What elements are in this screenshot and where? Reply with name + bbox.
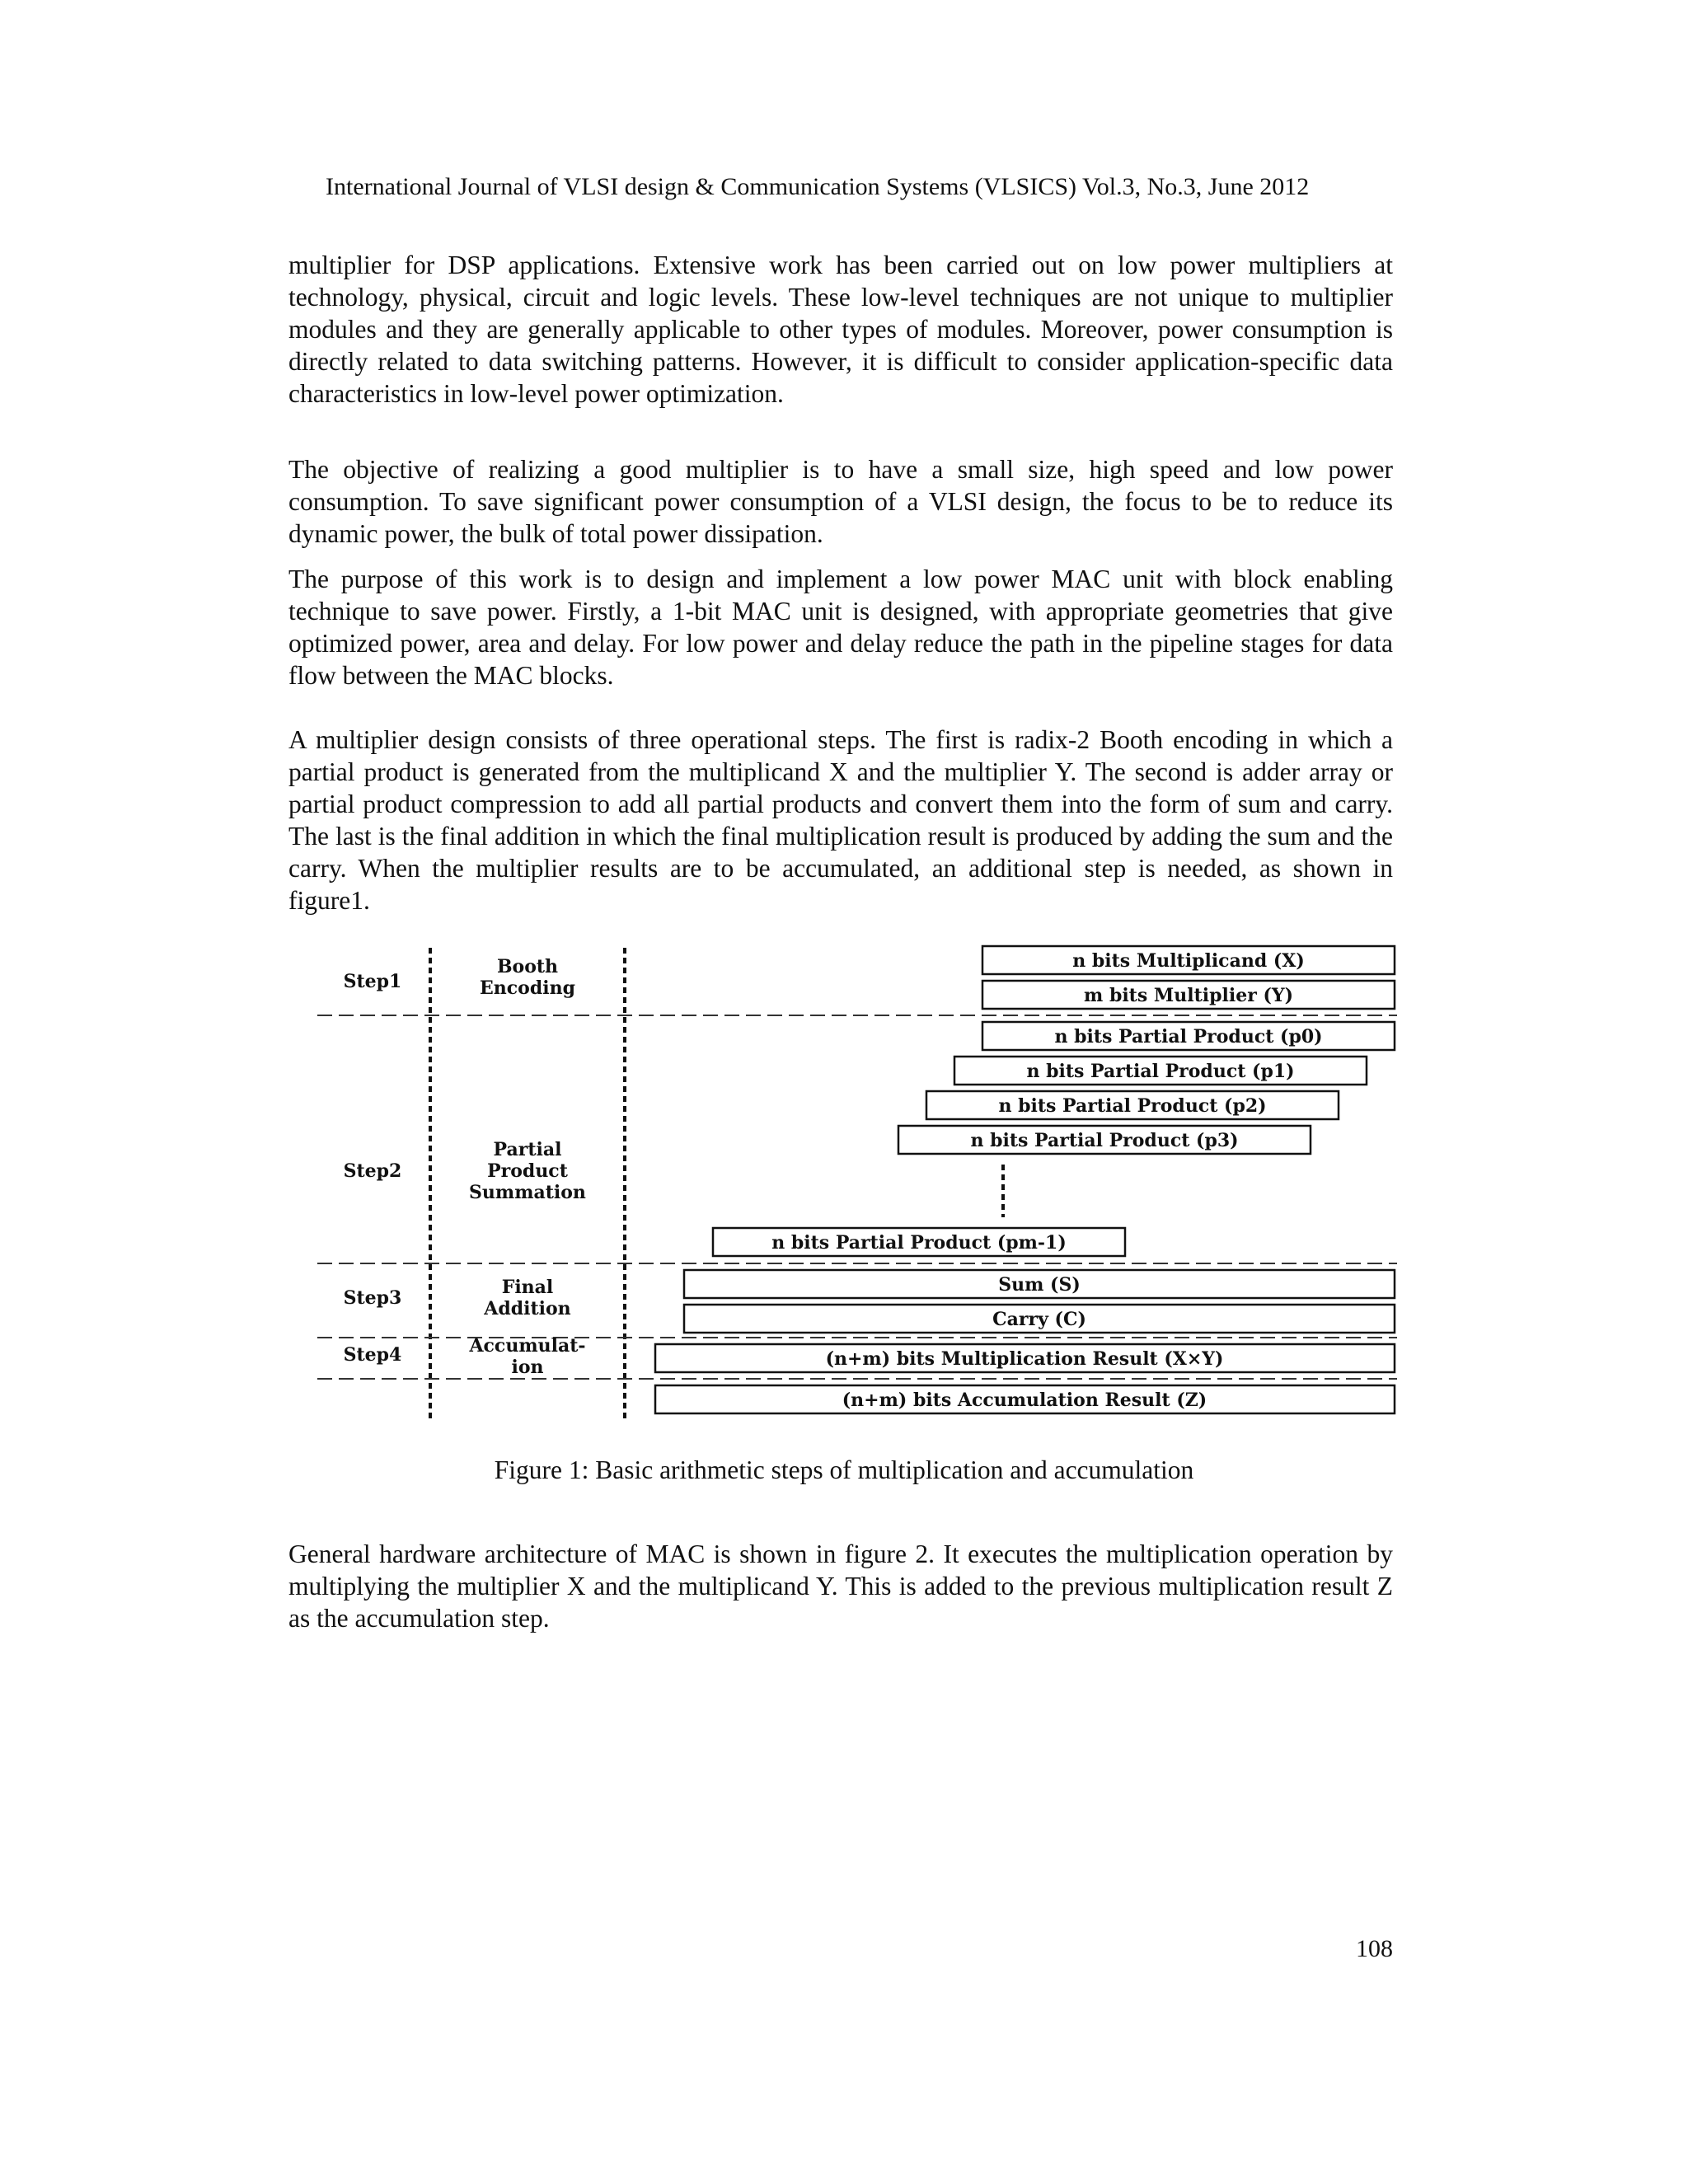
body-paragraph-3: The purpose of this work is to design and implement a low power MAC unit with block enabling technique to save power. Firstly, a 1-bit MAC unit is designed, with appropriate geometries that give optimized power, area and delay. For low power and delay reduce the path in the pipeline stages for data flow between the MAC blocks. [288,564,1393,690]
step3-label: Step3 [343,1287,402,1309]
partial-product-last-label: n bits Partial Product (pm-1) [771,1232,1067,1254]
step1-desc-line1: Booth [496,956,559,977]
step1-desc-line2: Encoding [480,977,575,999]
step4-desc-line1: Accumulat- [469,1335,586,1357]
multiplicand-label: n bits Multiplicand (X) [1072,950,1305,972]
multiplication-result-label: (n+m) bits Multiplication Result (X×Y) [825,1348,1224,1370]
accumulation-result-label: (n+m) bits Accumulation Result (Z) [842,1390,1207,1411]
page-number: 108 [1356,1935,1393,1962]
step3-desc-line1: Final [501,1277,554,1298]
step2-desc-line2: Product [487,1160,568,1182]
step4-desc-line2: ion [511,1357,544,1378]
body-paragraph-2: The objective of realizing a good multiplier is to have a small size, high speed and low power consumption. To save significant power consumption of a VLSI design, the focus to be to reduce its dynamic power, the bulk of total power dissipation. [288,454,1393,548]
step1-label: Step1 [343,971,402,992]
step4-label: Step4 [343,1344,402,1366]
step2-desc-line3: Summation [469,1182,586,1203]
step2-desc-line1: Partial [493,1139,562,1160]
partial-product-1-label: n bits Partial Product (p1) [1026,1061,1295,1082]
partial-product-3-label: n bits Partial Product (p3) [970,1130,1239,1151]
body-paragraph-1: multiplier for DSP applications. Extensive work has been carried out on low power multipliers at technology, physical, circuit and logic levels. These low-level techniques are not unique to multiplier modules and they are generally applicable to other types of modules. Moreover, power consumption is directly related to data switching patterns. However, it is difficult to consider application-specific data characteristics in low-level power optimization. [288,250,1393,408]
step3-desc-line2: Addition [484,1298,571,1319]
body-paragraph-5: General hardware architecture of MAC is shown in figure 2. It executes the multiplication operation by multiplying the multiplier X and the multiplicand Y. This is added to the previous multiplication result Z as the accumulation step. [288,1539,1393,1633]
multiplier-label: m bits Multiplier (Y) [1084,985,1293,1006]
sum-label: Sum (S) [998,1274,1081,1296]
running-header: International Journal of VLSI design & Communication Systems (VLSICS) Vol.3, No.3, June 2012 [326,173,1310,200]
carry-label: Carry (C) [992,1309,1086,1330]
partial-product-0-label: n bits Partial Product (p0) [1054,1026,1323,1047]
step2-label: Step2 [343,1160,402,1182]
figure-caption: Figure 1: Basic arithmetic steps of multiplication and accumulation [494,1455,1194,1484]
partial-product-2-label: n bits Partial Product (p2) [998,1095,1267,1117]
body-paragraph-4: A multiplier design consists of three operational steps. The first is radix-2 Booth encoding in which a partial product is generated from the multiplicand X and the multiplier Y. The second is adder array or partial product compression to add all partial products and convert them into the form of sum and carry. The last is the final addition in which the final multiplication result is produced by adding the sum and the carry. When the multiplier results are to be accumulated, an additional step is needed, as shown in figure1. [288,724,1393,915]
figure-1-diagram [305,944,1401,1426]
